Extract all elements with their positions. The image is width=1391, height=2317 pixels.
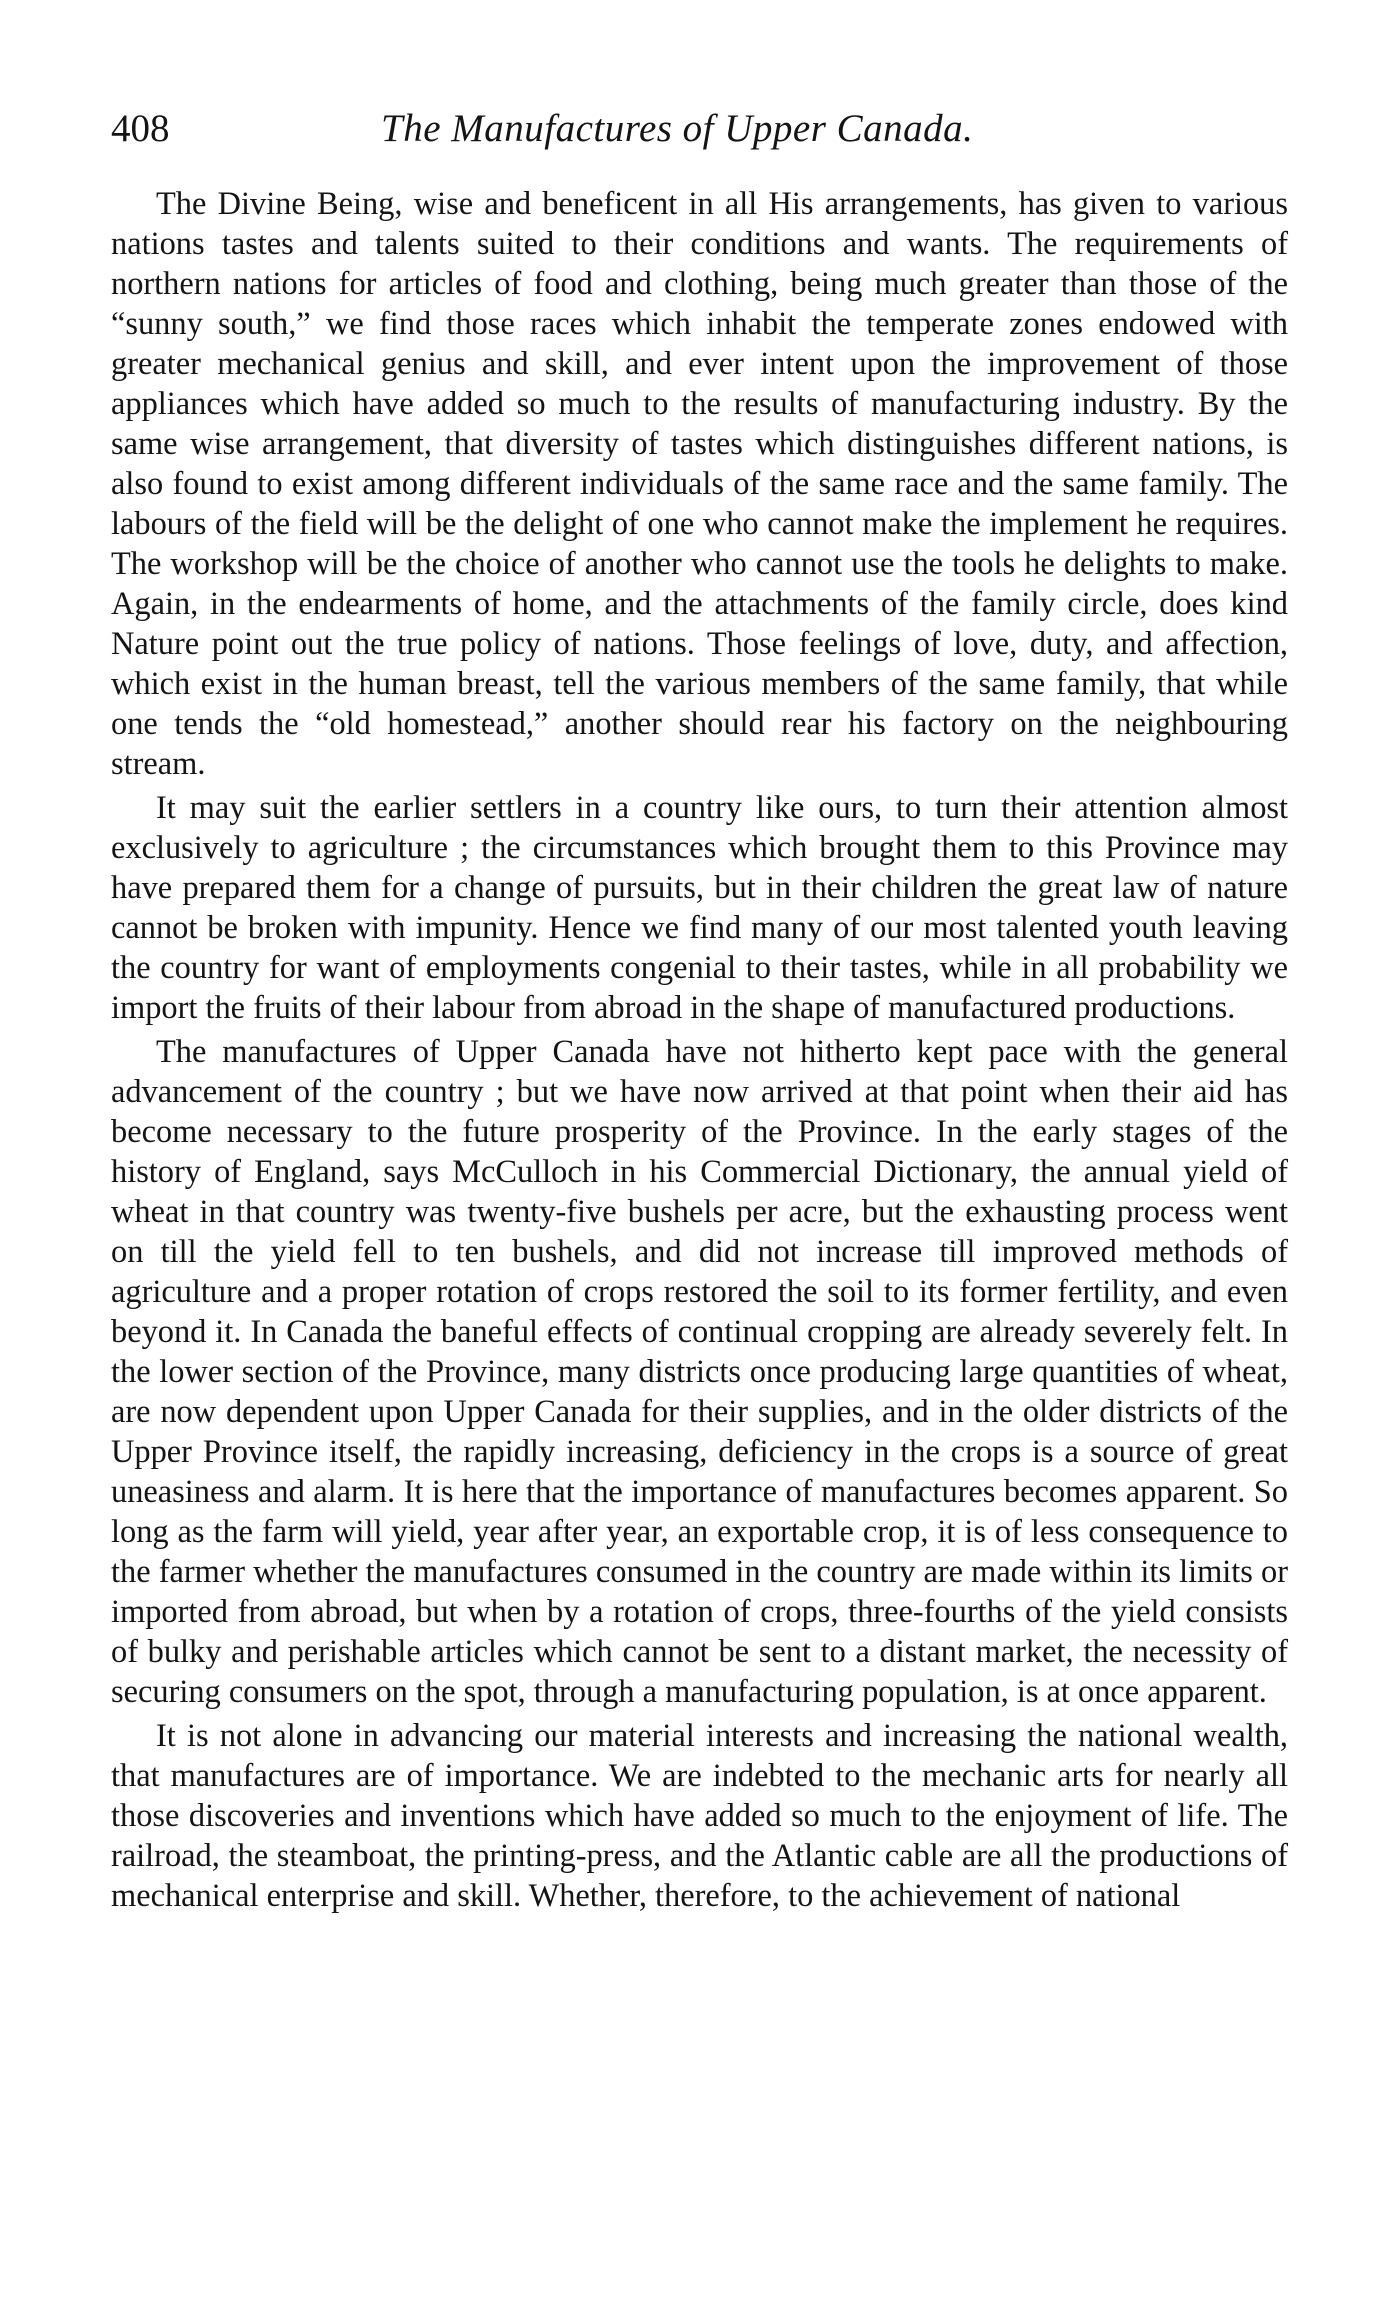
- body-text: [111, 184, 1288, 1916]
- paragraph: The manufactures of Upper Canada have not hitherto kept pace with the general advancement of the country ; but we have now arrived at that point when their aid has become necessary to the future prosperity of the Province. In the early stages of the history of England, says McCulloch in his Commercial Dictionary, the annual yield of wheat in that country was twenty-five bushels per acre, but the exhausting process went on till the yield fell to ten bushels, and did not increase till improved methods of agriculture and a proper rotation of crops restored the soil to its former fertility, and even beyond it. In Canada the baneful effects of continual cropping are already severely felt. In the lower section of the Province, many districts once producing large quantities of wheat, are now dependent upon Upper Canada for their supplies, and in the older districts of the Upper Province itself, the rapidly increasing, deficiency in the crops is a source of great uneasiness and alarm. It is here that the importance of manufactures becomes apparent. So long as the farm will yield, year after year, an exportable crop, it is of less consequence to the farmer whether the manufactures consumed in the country are made within its limits or imported from abroad, but when by a rotation of crops, three-fourths of the yield consists of bulky and perishable articles which cannot be sent to a distant market, the necessity of securing consumers on the spot, through a manufacturing population, is at once apparent.: [111, 1034, 1288, 1710]
- running-title: The Manufactures of Upper Canada.: [381, 107, 974, 150]
- page-number: 408: [111, 107, 170, 150]
- paragraph: The Divine Being, wise and beneficent in all His arrangements, has given to various nations tastes and talents suited to their conditions and wants. The requirements of northern nations for articles of food and clothing, being much greater than those of the “sunny south,” we find those races which inhabit the temperate zones endowed with greater mechanical genius and skill, and ever intent upon the improvement of those appliances which have added so much to the results of manufacturing industry. By the same wise arrangement, that diversity of tastes which distinguishes different nations, is also found to exist among different individuals of the same race and the same family. The labours of the field will be the delight of one who cannot make the implement he requires. The workshop will be the choice of another who cannot use the tools he delights to make. Again, in the endearments of home, and the attachments of the family circle, does kind Nature point out the true policy of nations. Those feelings of love, duty, and affection, which exist in the human breast, tell the various members of the same family, that while one tends the “old homestead,” another should rear his factory on the neighbouring stream.: [111, 186, 1288, 782]
- paragraph: It may suit the earlier settlers in a country like ours, to turn their attention almost exclusively to agriculture ; the circumstances which brought them to this Province may have prepared them for a change of pursuits, but in their children the great law of nature cannot be broken with impunity. Hence we find many of our most talented youth leaving the country for want of employments congenial to their tastes, while in all probability we import the fruits of their labour from abroad in the shape of manufactured productions.: [111, 790, 1288, 1026]
- running-head: [111, 104, 1287, 154]
- paragraph: It is not alone in advancing our material interests and increasing the national wealth, that manufactures are of importance. We are indebted to the mechanic arts for nearly all those discoveries and inventions which have added so much to the enjoyment of life. The railroad, the steamboat, the printing-press, and the Atlantic cable are all the productions of mechanical enterprise and skill. Whether, therefore, to the achievement of national: [111, 1718, 1288, 1914]
